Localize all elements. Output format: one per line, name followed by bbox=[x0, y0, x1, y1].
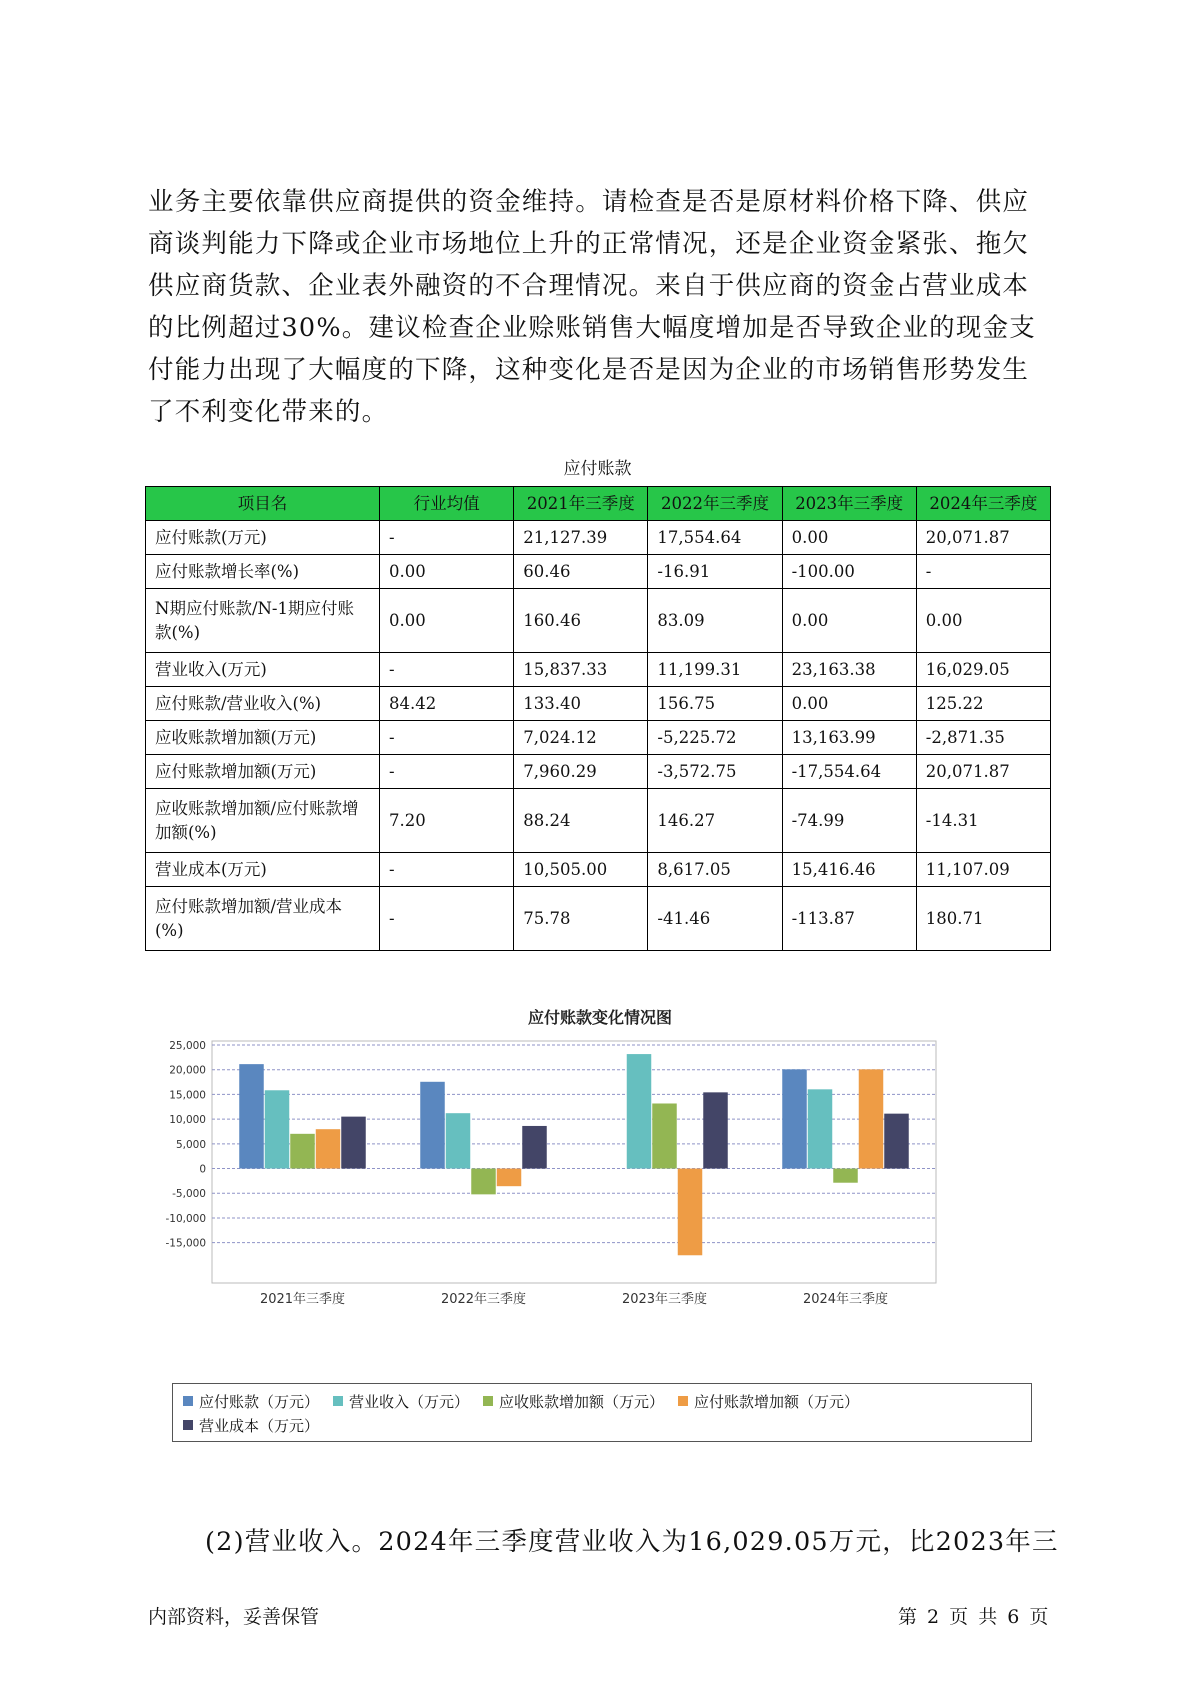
table-cell: -100.00 bbox=[782, 555, 916, 589]
chart-bars bbox=[239, 1054, 909, 1255]
chart-bar bbox=[678, 1169, 703, 1256]
legend-label: 应收账款增加额（万元） bbox=[499, 1392, 665, 1411]
table-cell: 21,127.39 bbox=[514, 521, 648, 555]
table-cell: 营业成本(万元) bbox=[146, 853, 380, 887]
chart-title: 应付账款变化情况图 bbox=[527, 1008, 673, 1027]
table-cell: 17,554.64 bbox=[648, 521, 782, 555]
table-cell: 180.71 bbox=[916, 887, 1050, 951]
table-cell: 11,107.09 bbox=[916, 853, 1050, 887]
table-cell: -14.31 bbox=[916, 789, 1050, 853]
footer-page-number: 第 2 页 共 6 页 bbox=[898, 1606, 1049, 1628]
table-cell: 应付账款增长率(%) bbox=[146, 555, 380, 589]
x-category-label: 2021年三季度 bbox=[259, 1292, 346, 1307]
table-cell: 20,071.87 bbox=[916, 521, 1050, 555]
table-cell: 20,071.87 bbox=[916, 755, 1050, 789]
chart-bar bbox=[627, 1054, 652, 1168]
table-cell: 0.00 bbox=[380, 555, 514, 589]
table-cell: 8,617.05 bbox=[648, 853, 782, 887]
legend-swatch bbox=[183, 1396, 193, 1406]
table-header-cell: 2024年三季度 bbox=[916, 487, 1050, 521]
table-row bbox=[146, 653, 1051, 687]
table-header-cell: 2022年三季度 bbox=[648, 487, 782, 521]
table-row bbox=[146, 755, 1051, 789]
body-paragraph: 业务主要依靠供应商提供的资金维持。请检查是否是原材料价格下降、供应商谈判能力下降或企业市场地位上升的正常情况，还是企业资金紧张、拖欠供应商货款、企业表外融资的不合理情况。来自于供应商的资金占营业成本的比例超过30%。建议检查企业赊账销售大幅度增加是否导致企业的现金支付能力出现了大幅度的下降，这种变化是否是因为企业的市场销售形势发生了不利变化带来的。 bbox=[148, 186, 1036, 427]
table-cell: N期应付账款/N-1期应付账款(%) bbox=[146, 589, 380, 653]
y-tick-label: 10,000 bbox=[169, 1114, 206, 1127]
chart-bar bbox=[859, 1069, 884, 1168]
table-cell: 10,505.00 bbox=[514, 853, 648, 887]
table-cell: - bbox=[380, 887, 514, 951]
chart-bar bbox=[703, 1092, 728, 1168]
table-cell: -5,225.72 bbox=[648, 721, 782, 755]
table-cell: 84.42 bbox=[380, 687, 514, 721]
table-row bbox=[146, 789, 1051, 853]
chart-x-labels bbox=[260, 1291, 888, 1307]
table-cell: 23,163.38 bbox=[782, 653, 916, 687]
table-row bbox=[146, 687, 1051, 721]
table-cell: 0.00 bbox=[782, 521, 916, 555]
legend-item bbox=[678, 1389, 859, 1413]
table-row bbox=[146, 853, 1051, 887]
table-cell: 75.78 bbox=[514, 887, 648, 951]
y-tick-label: 5,000 bbox=[175, 1138, 206, 1151]
chart-bar bbox=[808, 1089, 833, 1168]
table-cell: 0.00 bbox=[782, 589, 916, 653]
legend-item bbox=[183, 1413, 319, 1437]
table-cell: - bbox=[380, 721, 514, 755]
table-cell: -74.99 bbox=[782, 789, 916, 853]
y-tick-label: -15,000 bbox=[165, 1237, 206, 1250]
chart-bar bbox=[341, 1117, 366, 1169]
table-header-row bbox=[146, 487, 1051, 521]
chart-bar bbox=[522, 1126, 547, 1169]
table-cell: 0.00 bbox=[380, 589, 514, 653]
y-tick-label: 0 bbox=[199, 1163, 206, 1176]
y-tick-label: -5,000 bbox=[172, 1188, 206, 1201]
chart-bar bbox=[471, 1169, 496, 1195]
table-cell: 7,960.29 bbox=[514, 755, 648, 789]
table-cell: -41.46 bbox=[648, 887, 782, 951]
table-cell: -2,871.35 bbox=[916, 721, 1050, 755]
chart-bar bbox=[884, 1114, 909, 1169]
legend-swatch bbox=[333, 1396, 343, 1406]
table-cell: 16,029.05 bbox=[916, 653, 1050, 687]
table-cell: - bbox=[380, 755, 514, 789]
legend-swatch bbox=[678, 1396, 688, 1406]
table-cell: -17,554.64 bbox=[782, 755, 916, 789]
chart-bar bbox=[833, 1169, 858, 1183]
legend-label: 应付账款（万元） bbox=[199, 1392, 320, 1411]
legend-label: 营业成本（万元） bbox=[199, 1416, 320, 1435]
table-cell: - bbox=[380, 521, 514, 555]
footer-confidential-note: 内部资料，妥善保管 bbox=[148, 1606, 320, 1628]
table-cell: 应付账款(万元) bbox=[146, 521, 380, 555]
table-row bbox=[146, 521, 1051, 555]
table-header-cell: 2023年三季度 bbox=[782, 487, 916, 521]
y-tick-label: 25,000 bbox=[169, 1040, 206, 1052]
table-cell: 83.09 bbox=[648, 589, 782, 653]
table-cell: 营业收入(万元) bbox=[146, 653, 380, 687]
legend-swatch bbox=[483, 1396, 493, 1406]
table-cell: -3,572.75 bbox=[648, 755, 782, 789]
table-header-cell: 行业均值 bbox=[380, 487, 514, 521]
table-cell: 133.40 bbox=[514, 687, 648, 721]
chart-y-ticks bbox=[165, 1040, 206, 1250]
table-cell: 应收账款增加额/应付账款增加额(%) bbox=[146, 789, 380, 853]
y-tick-label: 20,000 bbox=[169, 1064, 206, 1077]
table-cell: -16.91 bbox=[648, 555, 782, 589]
table-cell: 15,416.46 bbox=[782, 853, 916, 887]
legend-item bbox=[333, 1389, 469, 1413]
table-header-cell: 2021年三季度 bbox=[514, 487, 648, 521]
legend-item bbox=[183, 1389, 319, 1413]
table-cell: 应付账款增加额/营业成本(%) bbox=[146, 887, 380, 951]
chart-legend bbox=[172, 1383, 1032, 1442]
chart-bar bbox=[239, 1064, 264, 1168]
legend-swatch bbox=[183, 1420, 193, 1430]
table-caption: 应付账款 bbox=[563, 459, 632, 479]
table-cell: 应付账款/营业收入(%) bbox=[146, 687, 380, 721]
y-tick-label: 15,000 bbox=[169, 1089, 206, 1102]
table-row bbox=[146, 887, 1051, 951]
table-row bbox=[146, 555, 1051, 589]
table-cell: 应付账款增加额(万元) bbox=[146, 755, 380, 789]
table-cell: - bbox=[380, 853, 514, 887]
table-cell: 146.27 bbox=[648, 789, 782, 853]
table-cell: 160.46 bbox=[514, 589, 648, 653]
body-paragraph-2: (2)营业收入。2024年三季度营业收入为16,029.05万元，比2023年三 bbox=[205, 1526, 1059, 1557]
table-cell: 15,837.33 bbox=[514, 653, 648, 687]
chart-bar bbox=[652, 1103, 677, 1168]
table-row bbox=[146, 589, 1051, 653]
y-tick-label: -10,000 bbox=[165, 1212, 206, 1225]
chart-bar bbox=[420, 1082, 445, 1169]
table-cell: 125.22 bbox=[916, 687, 1050, 721]
x-category-label: 2023年三季度 bbox=[621, 1292, 708, 1307]
table-cell: -113.87 bbox=[782, 887, 916, 951]
table-row bbox=[146, 721, 1051, 755]
chart-bar bbox=[497, 1169, 522, 1187]
legend-label: 营业收入（万元） bbox=[349, 1392, 470, 1411]
table-cell: 88.24 bbox=[514, 789, 648, 853]
chart-canvas bbox=[160, 990, 1040, 1385]
legend-label: 应付账款增加额（万元） bbox=[694, 1392, 860, 1411]
accounts-payable-table bbox=[145, 486, 1051, 951]
table-cell: - bbox=[380, 653, 514, 687]
table-cell: 7.20 bbox=[380, 789, 514, 853]
x-category-label: 2024年三季度 bbox=[802, 1292, 889, 1307]
table-header-cell: 项目名 bbox=[146, 487, 380, 521]
chart-bar bbox=[290, 1134, 315, 1169]
table-cell: 7,024.12 bbox=[514, 721, 648, 755]
table-cell: 156.75 bbox=[648, 687, 782, 721]
table-cell: 13,163.99 bbox=[782, 721, 916, 755]
table-cell: 应收账款增加额(万元) bbox=[146, 721, 380, 755]
chart-bar bbox=[446, 1113, 471, 1168]
table-cell: 0.00 bbox=[782, 687, 916, 721]
chart-bar bbox=[265, 1090, 290, 1168]
x-category-label: 2022年三季度 bbox=[440, 1292, 527, 1307]
table-cell: - bbox=[916, 555, 1050, 589]
chart-bar bbox=[316, 1129, 341, 1168]
table-cell: 0.00 bbox=[916, 589, 1050, 653]
chart-bar bbox=[782, 1069, 807, 1168]
table-cell: 60.46 bbox=[514, 555, 648, 589]
legend-item bbox=[483, 1389, 664, 1413]
table-cell: 11,199.31 bbox=[648, 653, 782, 687]
